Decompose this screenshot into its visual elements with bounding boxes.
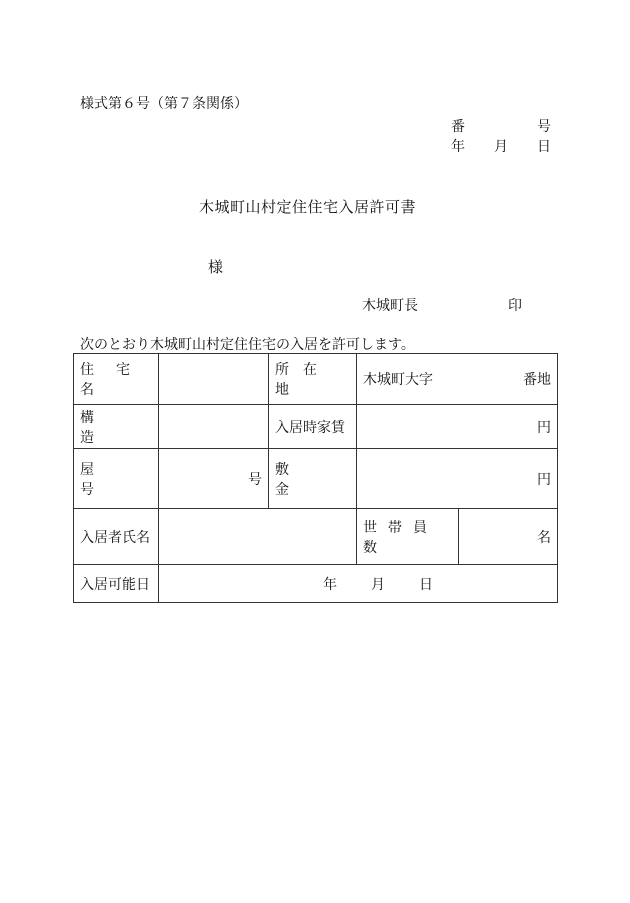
move-in-month: 月 (371, 576, 385, 593)
household-unit: 名 (537, 529, 551, 546)
location-field[interactable] (357, 354, 558, 405)
deposit-label: 敷金 (275, 461, 329, 498)
deposit-field[interactable] (357, 449, 558, 509)
table-row (74, 565, 558, 603)
addressee-honorific: 様 (208, 258, 224, 276)
move-in-year: 年 (323, 576, 337, 593)
move-in-day: 日 (419, 576, 433, 593)
issue-date (451, 136, 551, 156)
house-number-label: 屋号 (80, 461, 144, 498)
date-day-label: 日 (537, 139, 551, 155)
location-prefix: 木城町大字 (363, 372, 433, 388)
deposit-unit: 円 (537, 471, 551, 488)
number-label-ban: 番 (451, 119, 465, 135)
move-in-label-cell (74, 565, 159, 603)
resident-name-label: 入居者氏名 (80, 529, 150, 546)
table-row (74, 449, 558, 509)
intro-text: 次のとおり木城町山村定住住宅の入居を許可します。 (80, 337, 415, 353)
household-label-cell (357, 509, 459, 565)
structure-field[interactable] (159, 405, 269, 449)
house-name-label-cell (74, 354, 159, 405)
permit-table (73, 353, 558, 603)
table-row (74, 405, 558, 449)
table-row (74, 509, 558, 565)
household-field[interactable] (459, 509, 558, 565)
rent-label: 入居時家賃 (275, 419, 345, 436)
table-row (74, 354, 558, 405)
house-number-field[interactable] (159, 449, 269, 509)
move-in-date-field[interactable] (159, 565, 558, 603)
house-number-unit: 号 (248, 471, 262, 488)
location-label: 所在地 (275, 362, 331, 398)
deposit-label-cell (269, 449, 357, 509)
date-year-label: 年 (451, 139, 465, 155)
house-name-field[interactable] (159, 354, 269, 405)
seal-mark: 印 (508, 298, 522, 314)
house-name-label (80, 359, 152, 399)
household-label: 世帯員数 (363, 519, 438, 556)
page-title: 木城町山村定住住宅入居許可書 (198, 198, 416, 216)
rent-label-cell (269, 405, 357, 449)
issuer-name: 木城町長 (362, 298, 418, 314)
house-number-label-cell (74, 449, 159, 509)
move-in-label: 入居可能日 (80, 576, 150, 593)
resident-name-label-cell (74, 509, 159, 565)
structure-label-cell (74, 405, 159, 449)
rent-unit: 円 (537, 419, 551, 436)
house-name-label-text: 住宅名 (80, 362, 152, 398)
number-label-go: 号 (537, 119, 551, 135)
structure-label: 構造 (80, 409, 144, 446)
date-month-label: 月 (494, 139, 508, 155)
form-number: 様式第６号（第７条関係） (80, 96, 248, 112)
location-suffix: 番地 (523, 372, 551, 388)
location-label-cell (269, 354, 357, 405)
rent-field[interactable] (357, 405, 558, 449)
resident-name-field[interactable] (159, 509, 357, 565)
document-number (451, 116, 551, 136)
